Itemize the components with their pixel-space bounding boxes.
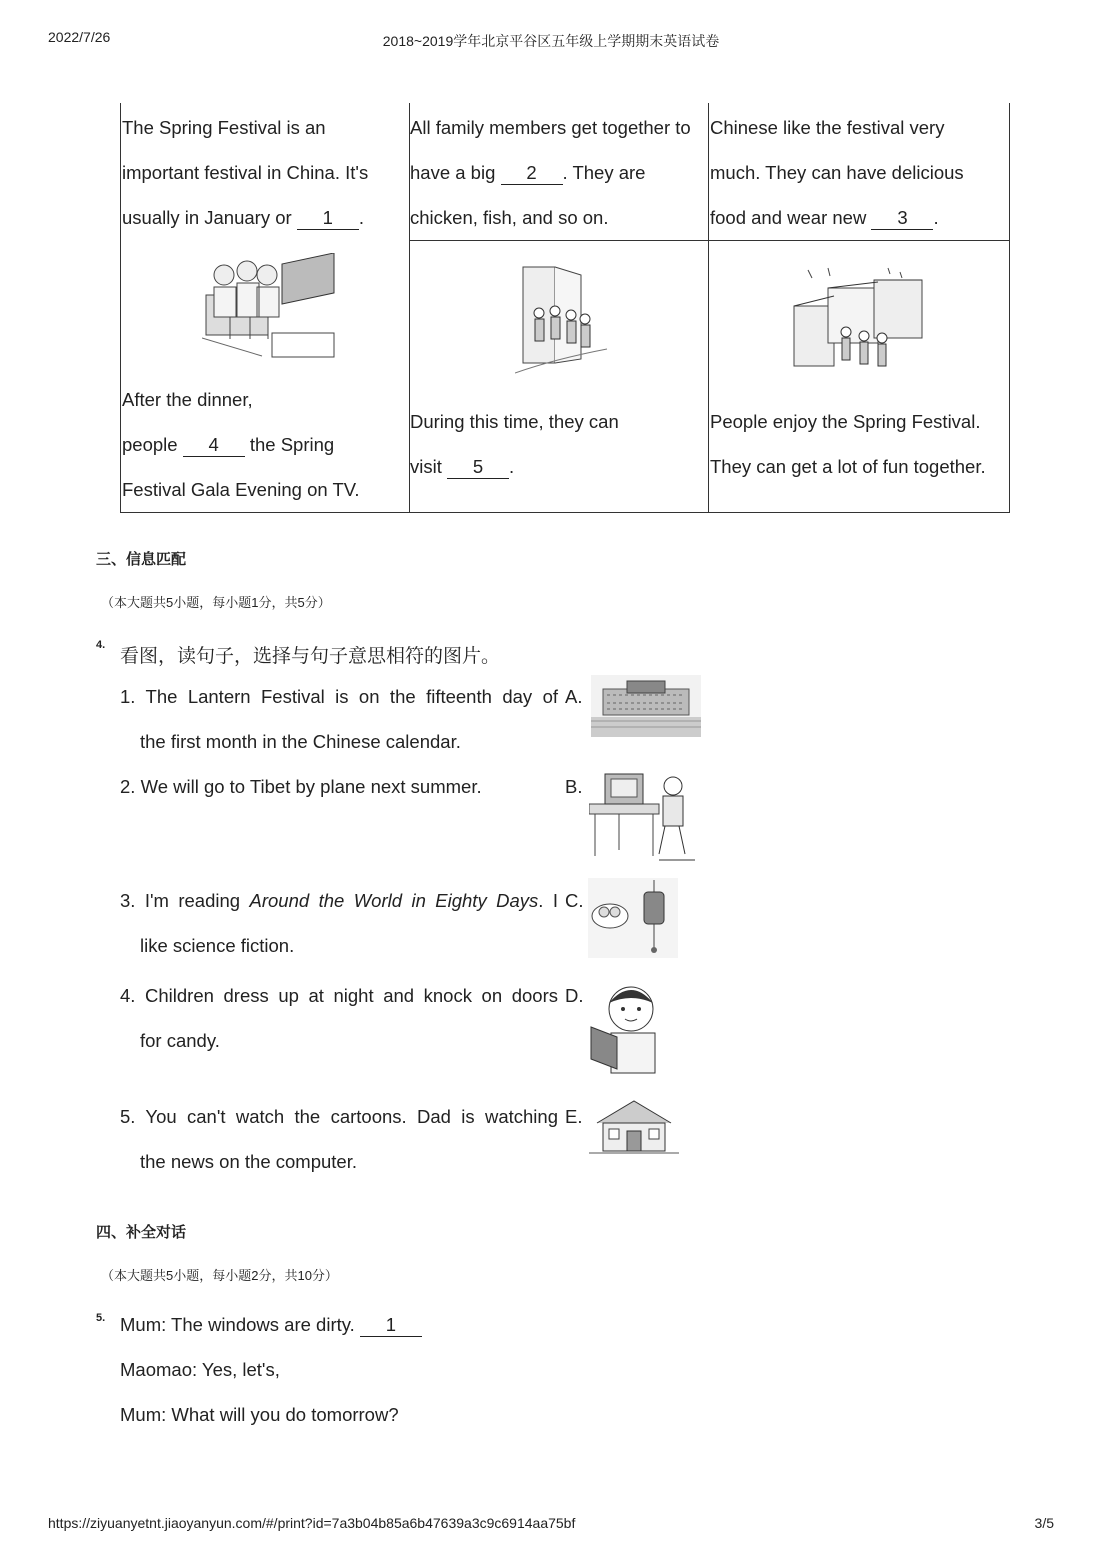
house-picture bbox=[589, 1097, 679, 1155]
family-watching-tv-illustration bbox=[202, 253, 337, 358]
question-number: 5. bbox=[96, 1312, 106, 1324]
temple-fair-stalls-illustration bbox=[788, 266, 928, 381]
table-cell: During this time, they can visit 5 . bbox=[410, 411, 619, 477]
table-cell: Chinese like the festival very much. They can have delicious food and wear new 3 . bbox=[710, 117, 964, 228]
option-label: B. bbox=[565, 776, 583, 797]
table-cell: All family members get together to have a big 2 . They are chicken, fish, and so on. bbox=[410, 117, 691, 228]
option-label: C. bbox=[565, 890, 584, 911]
table-cell: After the dinner, people 4 the Spring Festival Gala Evening on TV. bbox=[122, 389, 360, 500]
answer-blank[interactable]: 1 bbox=[360, 1315, 422, 1337]
option-label: D. bbox=[565, 985, 584, 1006]
dumplings-and-lantern-picture bbox=[588, 878, 678, 958]
table-cell: The Spring Festival is an important festival in China. It's usually in January or 1 . bbox=[122, 117, 369, 228]
page-number: 3/5 bbox=[1034, 1515, 1054, 1531]
match-sentence: 2. We will go to Tibet by plane next summer. bbox=[120, 776, 482, 797]
match-sentence: 4. Children dress up at night and knock on doors bbox=[120, 985, 558, 1006]
footer-url: https://ziyuanyetnt.jiaoyanyun.com/#/print?id=7a3b04b85a6b47639a3c9c6914aa75bf bbox=[48, 1515, 576, 1531]
option-label: E. bbox=[565, 1106, 583, 1127]
match-sentence-cont: for candy. bbox=[140, 1030, 220, 1051]
boy-at-computer-picture bbox=[589, 764, 699, 864]
section-note: （本大题共5小题，每小题2分，共10分） bbox=[101, 1268, 338, 1283]
answer-blank[interactable]: 1 bbox=[297, 208, 359, 230]
question-number: 4. bbox=[96, 639, 106, 651]
table-cell: People enjoy the Spring Festival. They can get a lot of fun together. bbox=[710, 411, 986, 477]
option-label: A. bbox=[565, 686, 583, 707]
section-title: 四、补全对话 bbox=[96, 1224, 187, 1241]
dialogue-line: Mum: The windows are dirty. 1 bbox=[120, 1314, 422, 1337]
potala-palace-picture bbox=[591, 675, 701, 737]
dialogue-line: Maomao: Yes, let's, bbox=[120, 1359, 280, 1380]
page-title: 2018~2019学年北京平谷区五年级上学期期末英语试卷 bbox=[382, 33, 720, 49]
match-sentence-cont: like science fiction. bbox=[140, 935, 295, 956]
children-visiting-door-illustration bbox=[515, 263, 610, 383]
answer-blank[interactable]: 3 bbox=[871, 208, 933, 230]
match-sentence: 5. You can't watch the cartoons. Dad is watching bbox=[120, 1106, 558, 1127]
question-prompt: 看图，读句子，选择与句子意思相符的图片。 bbox=[120, 646, 501, 667]
answer-blank[interactable]: 5 bbox=[447, 457, 509, 479]
answer-blank[interactable]: 2 bbox=[501, 163, 563, 185]
match-sentence-cont: the first month in the Chinese calendar. bbox=[140, 731, 461, 752]
print-date: 2022/7/26 bbox=[48, 29, 111, 45]
reading-table bbox=[120, 103, 1010, 513]
dialogue-line: Mum: What will you do tomorrow? bbox=[120, 1404, 399, 1425]
section-note: （本大题共5小题，每小题1分，共5分） bbox=[101, 595, 331, 610]
match-sentence: 3. I'm reading Around the World in Eighty Days. I bbox=[120, 890, 558, 911]
section-title: 三、信息匹配 bbox=[96, 551, 187, 568]
answer-blank[interactable]: 4 bbox=[183, 435, 245, 457]
match-sentence: 1. The Lantern Festival is on the fifteenth day of bbox=[120, 686, 558, 707]
match-sentence-cont: the news on the computer. bbox=[140, 1151, 357, 1172]
boy-reading-book-picture bbox=[587, 975, 667, 1080]
